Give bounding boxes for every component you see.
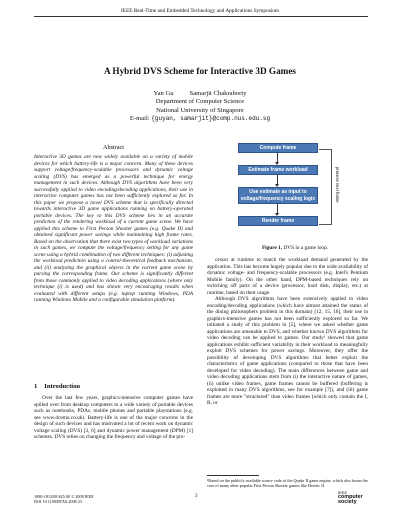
email-address: {guyan, samarjit}@comp.nus.edu.sg [151, 115, 271, 123]
section-title: Introduction [44, 383, 81, 390]
author-name: Yan Gu [153, 90, 174, 97]
section-heading [34, 383, 80, 390]
university: National University of Singapore [156, 106, 244, 114]
conference-header: IEEE Real-Time and Embedded Technology and Applications Symposium [120, 8, 280, 14]
author-names [0, 90, 400, 98]
intro-text: Over the last few years, graphics-intensive computer games have spilled over from desktop computers to a wide variety of portable devices such as notebooks, PDAs, mobile phones and portable playstations (e.g. see www.dcemu.co.uk). Battery-life is one of the major concerns in the design of such devices and has motivated a lot of recent work on dynamic voltage scaling (DVS) [3, 6] and dynamic power management (DPM) [1] schemes. DVS relies on changing the frequency and voltage of the pro- [34, 395, 193, 440]
logo-ieee: IEEE [338, 490, 348, 495]
right-column [207, 257, 368, 407]
figure-caption [220, 245, 370, 251]
abstract-heading: Abstract [103, 144, 124, 151]
figure-game-loop [220, 137, 360, 243]
copyright [34, 494, 94, 504]
page-number: 3 [195, 494, 198, 499]
arrow-down-icon [277, 204, 278, 215]
caption-label: Figure 1. [261, 245, 283, 251]
voltage-scaling-box: Use estimate as input to voltage/frequency scaling logic [238, 187, 318, 204]
doi-line: DOI 10.1109/RTAS.2008.33 [34, 499, 82, 504]
loop-back-line [319, 149, 332, 225]
paragraph: Although DVS algorithms have been extensively applied to video encoding/decoding applications (which have almost attained the status of the dining philosophers problem in this domain) [12, 15, 16], their use in graphics-intensive games has not been sufficiently explored so far. We initiated a study of this problem in [5], where we asked whether game applications are amenable to DVS, and whether known DVS algorithms for video decoding can be applied to games. Our study¹ showed that game applications exhibit sufficient variability in their workload to meaningfully exploit DVS schemes for power savings. Moreover, they offer the possibility of developing DVS algorithms that better exploit the characteristics of game applications (compared to those that have been developed for video decoding). The main differences between game and video decoding applications stem from (i) the interactive nature of games, (ii) unlike video frames, game frames cannot be buffered (buffering is exploited in many DVS algorithms, see for example [7]), and (iii) game frames are more "structured" than video frames (which only contain the I, B, or [207, 296, 368, 406]
loop-label: process next frame [335, 167, 340, 203]
copyright-line: 1080-1812/08 $25.00 © 2008 IEEE [34, 494, 94, 499]
header-rule [34, 16, 368, 17]
author-name: Samarjit Chakraborty [189, 90, 247, 97]
arrow-down-icon [277, 175, 278, 186]
logo-computer-society: computer society [338, 494, 363, 505]
caption-text: DVS in a game loop. [282, 245, 329, 251]
ieee-computer-society-logo [338, 490, 368, 508]
department: Department of Computer Science [155, 98, 245, 106]
footnote-rule [207, 475, 259, 476]
footnote: ¹Based on the publicly available source code of the Quake II game engine, which also forms the core of many other popular First Person Shooter games like Heretic II. [207, 478, 368, 488]
email-line [0, 115, 400, 123]
paragraph: cessor at runtime to match the workload demand generated by the application. This has become hugely popular due to the wide availability of dynamic voltage- and frequency-scalable processors (e.g. Intel's Pentium Mobile family). On the other hand, DPM-based techniques rely on switching off parts of a device (processor, hard disk, display, etc.) at runtime, based on their usage. [207, 257, 368, 296]
compute-frame-box: Compute frame [238, 143, 318, 153]
section-number: 1 [34, 383, 38, 390]
estimate-workload-box: Estimate frame workload [238, 165, 318, 175]
email-prefix: E-mail: [129, 115, 152, 123]
author-block [0, 90, 400, 124]
render-frame-box: Render frame [238, 216, 318, 226]
abstract-text: Interactive 3D games are now widely available on a variety of mobile devices for which battery-life is a major concern. Many of these devices support voltage/frequency-scalable processors and dynamic voltage scaling (DVS) has emerged as a powerful technique for energy management in such devices. Although DVS algorithms have been very successfully applied to video encoding/decoding applications, their use in interactive computer games has not been sufficiently explored so far. In this paper we propose a novel DVS scheme that is specifically directed towards interactive 3D game applications running on battery-operated portable devices. The key to this DVS scheme lies in an accurate prediction of the rendering workload of a current game scene. We have applied this scheme to First Person Shooter games (e.g. Quake II) and obtained significant power savings while maintaining high frame rates. Based on the observation that there exist two types of workload variations in such games, we compute the voltage/frequency setting for any game scene using a hybrid combination of two different techniques: (i) adjusting the workload prediction using a control-theoretical feedback mechanism, and (ii) analyzing the graphical objects in the current game scene by parsing the corresponding frame. Our scheme is significantly different from those commonly applied to video decoding applications (where only technique (i) is used) and has shown very encouraging results when evaluated with different setups (e.g. laptop running Windows, PDA running Windows Mobile and a configurable simulation platform). [34, 154, 193, 303]
paper-title: A Hybrid DVS Scheme for Interactive 3D Games [104, 66, 296, 76]
arrow-down-icon [277, 153, 278, 164]
